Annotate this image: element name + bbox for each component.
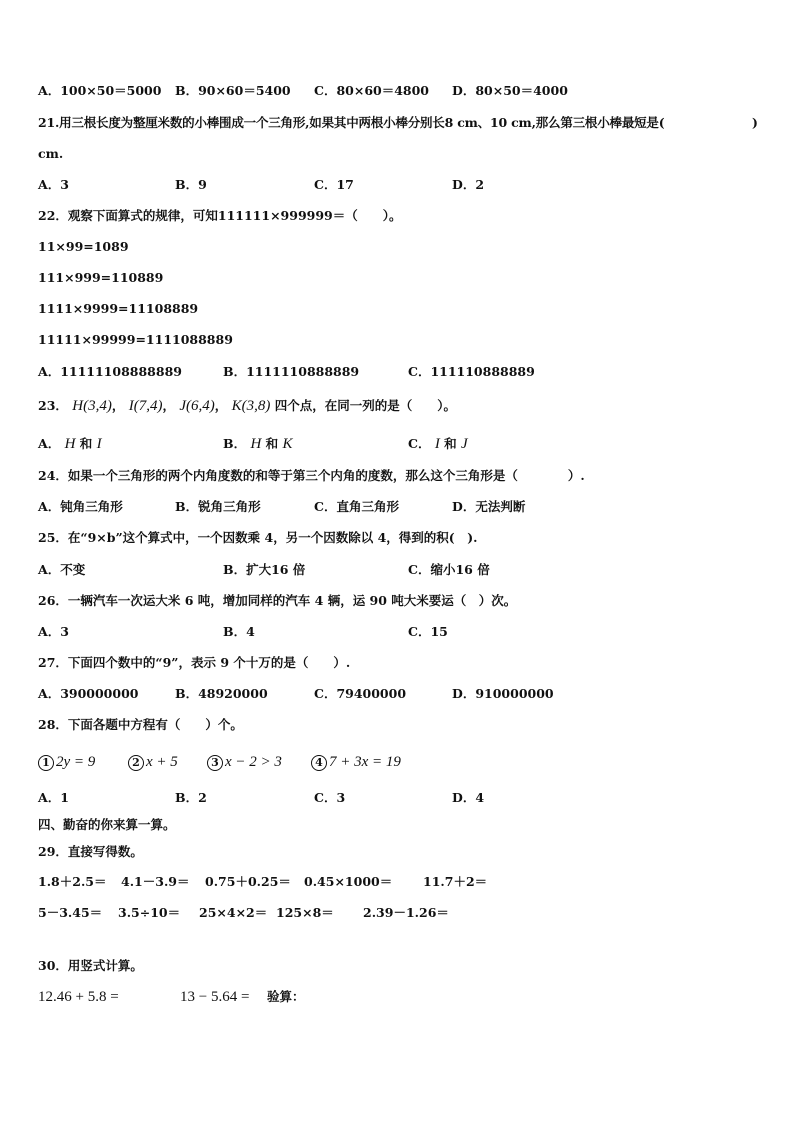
q28-expression: 2y = 9 — [56, 754, 96, 770]
q23-point-k: K(3,8) — [231, 398, 271, 414]
option-point-b: K — [282, 436, 293, 452]
q23-point-h: H(3,4) — [72, 398, 112, 414]
q28-option-c: C．3 — [314, 790, 346, 805]
q28-expression: x + 5 — [146, 754, 178, 770]
arithmetic-item: 1.8＋2.5＝ — [38, 874, 107, 889]
q25-option-a: A．不变 — [38, 562, 86, 577]
q20-option-c: C．80×60＝4800 — [314, 83, 430, 98]
q27-question: 27．下面四个数中的“9”，表示 9 个十万的是（ ）. — [38, 655, 351, 670]
q30-item-2: 13 − 5.64 = — [180, 989, 250, 1005]
q27-option-b: B．48920000 — [175, 686, 268, 701]
q21-question — [38, 114, 664, 132]
q21-option-b: B．9 — [175, 177, 207, 192]
q28-expression: 7 + 3x = 19 — [329, 754, 401, 770]
option-conjunction: 和 — [265, 436, 279, 451]
q21-option-a: A．3 — [38, 177, 69, 192]
q20-option-a: A．100×50＝5000 — [38, 83, 162, 98]
q22-pattern-row-1: 11×99=1089 — [38, 239, 129, 254]
q25-option-b: B．扩大16 倍 — [223, 562, 306, 577]
arithmetic-item: 11.7＋2＝ — [423, 874, 488, 889]
q22-pattern-row-4: 11111×99999=1111088889 — [38, 332, 233, 347]
q29-question: 29．直接写得数。 — [38, 844, 143, 859]
option-conjunction: 和 — [444, 436, 457, 451]
arithmetic-item: 0.45×1000＝ — [304, 874, 393, 889]
q24-question: 24．如果一个三角形的两个内角度数的和等于第三个内角的度数，那么这个三角形是（ ）. — [38, 468, 585, 483]
q23-question — [38, 397, 456, 415]
q23-number: 23． — [38, 398, 68, 413]
q27-option-a: A．390000000 — [38, 686, 139, 701]
q22-question: 22．观察下面算式的规律，可知111111×999999＝（ ）。 — [38, 208, 402, 223]
q22-option-a: A．11111108888889 — [38, 364, 182, 379]
q23-separator: ， — [162, 398, 175, 413]
q24-option-c: C．直角三角形 — [314, 499, 399, 514]
q27-option-d: D．910000000 — [452, 686, 554, 701]
circled-number-icon: 4 — [311, 755, 327, 771]
option-conjunction: 和 — [79, 436, 93, 451]
circled-number-icon: 3 — [207, 755, 223, 771]
arithmetic-item: 0.75＋0.25＝ — [205, 874, 291, 889]
q25-question: 25．在“9×b”这个算式中，一个因数乘 4，另一个因数除以 4，得到的积( ). — [38, 530, 478, 545]
circled-number-icon: 2 — [128, 755, 144, 771]
q21-continuation: cm. — [38, 146, 64, 161]
q22-pattern-row-2: 111×999=110889 — [38, 270, 164, 285]
q30-item-1: 12.46 + 5.8 = — [38, 989, 119, 1005]
arithmetic-item: 5－3.45＝ — [38, 905, 103, 920]
option-point-a: H — [250, 436, 262, 452]
q30-question: 30．用竖式计算。 — [38, 958, 143, 973]
q20-option-b: B．90×60＝5400 — [175, 83, 291, 98]
arithmetic-item: 2.39－1.26＝ — [363, 905, 449, 920]
arithmetic-item: 25×4×2＝ — [199, 905, 268, 920]
q23-option-a — [38, 435, 102, 453]
arithmetic-item: 4.1－3.9＝ — [121, 874, 190, 889]
q21-text: 21.用三根长度为整厘米数的小棒围成一个三角形,如果其中两根小棒分别长8 cm、10 cm,那么第三根小棒最短是( — [38, 115, 665, 130]
q23-point-j: J(6,4) — [179, 398, 215, 414]
q28-option-b: B．2 — [175, 790, 207, 805]
q25-option-c: C．缩小16 倍 — [408, 562, 490, 577]
q21-paren-close: ) — [752, 115, 758, 130]
q28-item-4 — [311, 753, 401, 771]
section-heading: 四、勤奋的你来算一算。 — [38, 817, 176, 832]
q28-expression: x − 2 > 3 — [225, 754, 282, 770]
q30-check-label: 验算： — [267, 989, 305, 1004]
q24-option-a: A．钝角三角形 — [38, 499, 123, 514]
q26-option-c: C．15 — [408, 624, 448, 639]
q24-option-d: D．无法判断 — [452, 499, 526, 514]
q23-tail: 四个点，在同一列的是（ ）。 — [274, 398, 456, 413]
arithmetic-item: 3.5÷10＝ — [118, 905, 181, 920]
q28-question: 28．下面各题中方程有（ ）个。 — [38, 717, 243, 732]
q20-option-d: D．80×50＝4000 — [452, 83, 568, 98]
option-point-a: I — [434, 436, 440, 452]
option-letter: B． — [223, 436, 247, 451]
circled-number-icon: 1 — [38, 755, 54, 771]
q28-item-2 — [128, 753, 178, 771]
q21-option-d: D．2 — [452, 177, 485, 192]
q23-point-i: I(7,4) — [128, 398, 163, 414]
q22-option-b: B．1111110888889 — [223, 364, 360, 379]
q26-question: 26．一辆汽车一次运大米 6 吨，增加同样的汽车 4 辆，运 90 吨大米要运（ ）次。 — [38, 593, 517, 608]
q23-separator: ， — [111, 398, 125, 413]
q28-item-3 — [207, 753, 282, 771]
q23-separator: ， — [214, 398, 228, 413]
option-point-a: H — [64, 436, 76, 452]
q28-item-1 — [38, 753, 95, 771]
option-letter: C． — [408, 436, 431, 451]
q26-option-b: B．4 — [223, 624, 255, 639]
q24-option-b: B．锐角三角形 — [175, 499, 261, 514]
q22-option-c: C．111110888889 — [408, 364, 535, 379]
q23-option-c — [408, 435, 468, 453]
q27-option-c: C．79400000 — [314, 686, 407, 701]
q28-option-a: A．1 — [38, 790, 69, 805]
q28-option-d: D．4 — [452, 790, 485, 805]
option-point-b: I — [96, 436, 102, 452]
option-point-b: J — [461, 436, 468, 452]
q26-option-a: A．3 — [38, 624, 69, 639]
q21-option-c: C．17 — [314, 177, 354, 192]
q23-option-b — [223, 435, 293, 453]
arithmetic-item: 125×8＝ — [276, 905, 334, 920]
option-letter: A． — [38, 436, 61, 451]
q22-pattern-row-3: 1111×9999=11108889 — [38, 301, 199, 316]
